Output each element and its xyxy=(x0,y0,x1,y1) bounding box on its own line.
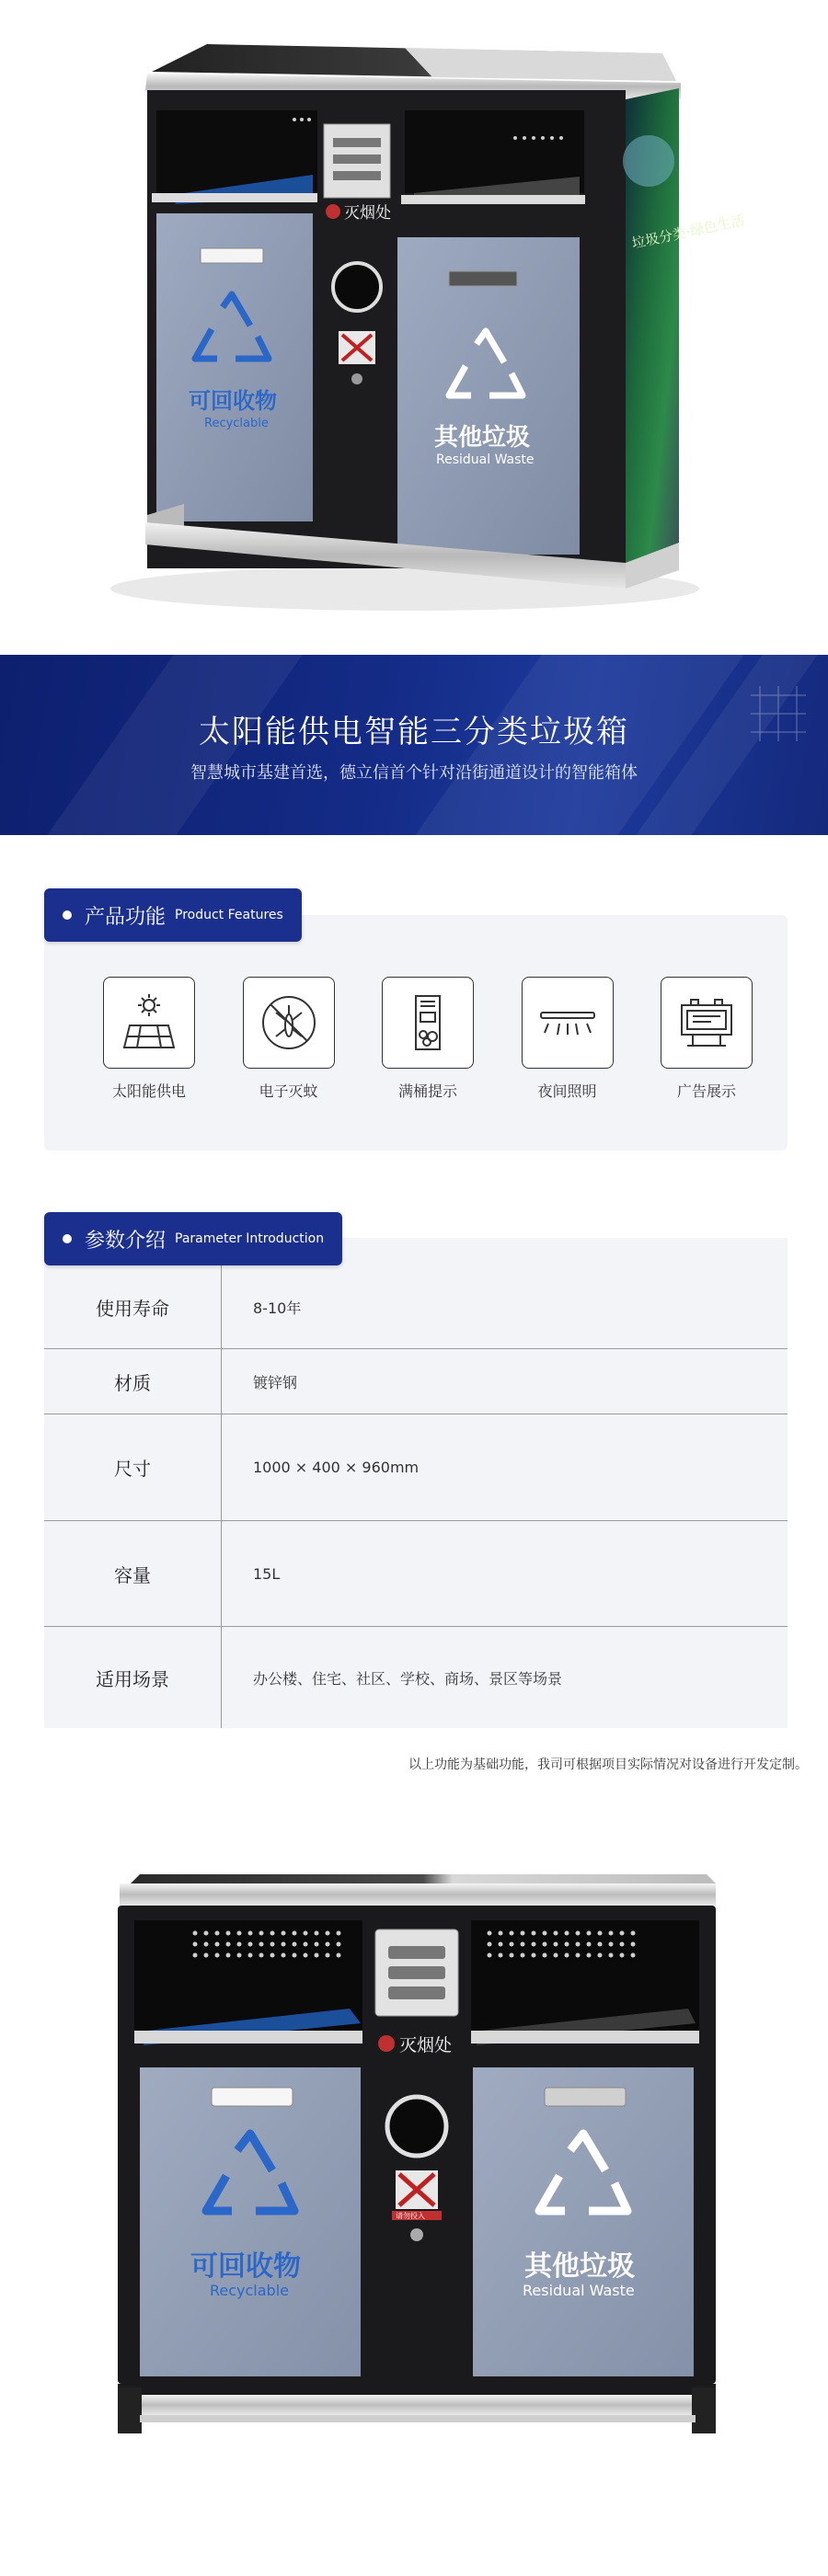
grid-decoration-icon xyxy=(742,677,815,750)
product-image-front xyxy=(0,1830,828,2576)
params-title-en: Parameter Introduction xyxy=(175,1231,325,1246)
table-row xyxy=(44,1521,788,1627)
table-row xyxy=(44,1414,788,1521)
right-door-en: Residual Waste xyxy=(436,452,535,467)
feature-item xyxy=(659,977,754,1101)
table-row xyxy=(44,1627,788,1728)
feature-item xyxy=(101,977,197,1101)
left-door-cn: 可回收物 xyxy=(189,388,277,414)
ad-slogan: 垃圾分类·绿色生活 xyxy=(630,212,746,252)
banner-subtitle: 智慧城市基建首选，德立信首个针对沿街通道设计的智能箱体 xyxy=(190,763,638,783)
features-title-cn: 产品功能 xyxy=(85,905,167,929)
param-key: 材质 xyxy=(44,1349,222,1414)
billboard-icon xyxy=(674,990,739,1055)
features-section-tag xyxy=(44,888,302,942)
lamp-icon xyxy=(535,990,600,1055)
table-row xyxy=(44,1349,788,1414)
warning-label: 请勿投入 xyxy=(396,2212,425,2220)
param-value: 办公楼、住宅、社区、学校、商场、景区等场景 xyxy=(253,1669,563,1688)
param-table xyxy=(44,1238,788,1728)
full-bin-icon xyxy=(396,990,460,1055)
bullet-icon xyxy=(63,910,72,920)
param-value: 1000 × 400 × 960mm xyxy=(253,1459,420,1476)
param-key: 容量 xyxy=(44,1521,222,1626)
solar-panel-icon xyxy=(117,990,181,1055)
center-label: 灭烟处 xyxy=(344,204,391,223)
params-section-tag xyxy=(44,1212,342,1265)
param-key: 尺寸 xyxy=(44,1414,222,1520)
right-door-cn-front: 其他垃圾 xyxy=(524,2250,635,2283)
params-title-cn: 参数介绍 xyxy=(85,1229,167,1253)
banner-title: 太阳能供电智能三分类垃圾箱 xyxy=(199,714,629,750)
param-key: 适用场景 xyxy=(44,1627,222,1728)
feature-label: 太阳能供电 xyxy=(111,1082,186,1100)
feature-label: 夜间照明 xyxy=(537,1082,597,1100)
left-door-en-front: Recyclable xyxy=(210,2282,289,2299)
param-key: 使用寿命 xyxy=(44,1265,222,1348)
param-value: 15L xyxy=(253,1564,281,1583)
product-image-perspective xyxy=(0,0,828,644)
param-value: 镀锌钢 xyxy=(253,1373,298,1391)
feature-label: 广告展示 xyxy=(676,1082,736,1100)
right-door-cn: 其他垃圾 xyxy=(434,424,531,452)
left-door-cn-front: 可回收物 xyxy=(190,2250,301,2283)
feature-label: 满桶提示 xyxy=(397,1082,457,1100)
param-value: 8-10年 xyxy=(253,1299,302,1317)
left-door-en: Recyclable xyxy=(204,417,269,430)
customization-note: 以上功能为基础功能，我司可根据项目实际情况对设备进行开发定制。 xyxy=(408,1757,808,1772)
center-label-front: 灭烟处 xyxy=(399,2035,453,2055)
feature-label: 电子灭蚊 xyxy=(259,1082,318,1100)
feature-list xyxy=(101,977,754,1101)
bullet-icon xyxy=(63,1234,72,1243)
right-door-en-front: Residual Waste xyxy=(523,2282,635,2299)
feature-item xyxy=(380,977,476,1101)
feature-item xyxy=(241,977,337,1101)
mosquito-icon xyxy=(257,990,321,1055)
title-banner xyxy=(0,655,828,835)
feature-item xyxy=(520,977,615,1101)
features-title-en: Product Features xyxy=(175,908,283,922)
